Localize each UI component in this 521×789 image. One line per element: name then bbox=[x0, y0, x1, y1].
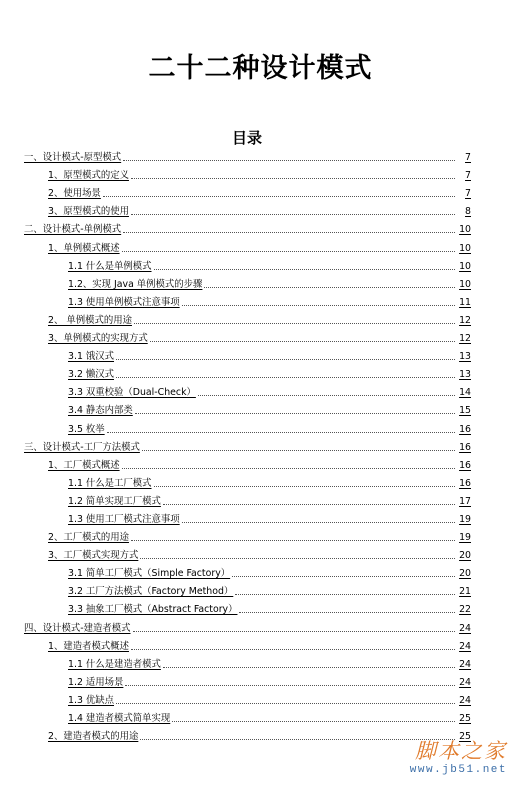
toc-entry-title[interactable]: 1、建造者模式概述 bbox=[48, 640, 129, 652]
toc-dot-leader bbox=[131, 649, 455, 650]
toc-entry[interactable] bbox=[0, 148, 521, 166]
toc-entry[interactable] bbox=[0, 618, 521, 636]
toc-entry[interactable] bbox=[0, 691, 521, 709]
toc-page-number[interactable]: 22 bbox=[459, 604, 471, 616]
toc-entry-title[interactable]: 3.3 抽象工厂模式（Abstract Factory） bbox=[68, 604, 238, 616]
toc-entry-title[interactable]: 1.2、实现 Java 单例模式的步骤 bbox=[68, 278, 203, 290]
toc-entry-title[interactable]: 三、设计模式-工厂方法模式 bbox=[24, 441, 140, 453]
toc-entry-title[interactable]: 2、使用场景 bbox=[48, 188, 101, 200]
toc-dot-leader bbox=[150, 341, 455, 342]
toc-dot-leader bbox=[140, 558, 455, 559]
toc-dot-leader bbox=[154, 486, 455, 487]
toc-page-number[interactable]: 14 bbox=[459, 387, 471, 399]
toc-entry-title[interactable]: 1.3 使用单例模式注意事项 bbox=[68, 296, 180, 308]
toc-page-number[interactable]: 25 bbox=[459, 731, 471, 743]
toc-page-number[interactable]: 16 bbox=[459, 459, 471, 471]
toc-entry[interactable] bbox=[0, 220, 521, 238]
toc-dot-leader bbox=[125, 685, 455, 686]
toc-entry-title[interactable]: 2、建造者模式的用途 bbox=[48, 731, 139, 743]
toc-entry[interactable] bbox=[0, 546, 521, 564]
toc-page-number[interactable]: 17 bbox=[459, 495, 471, 507]
toc-page-number[interactable]: 7 bbox=[465, 152, 471, 164]
site-watermark bbox=[382, 739, 507, 777]
toc-entry[interactable] bbox=[0, 582, 521, 600]
toc-page-number[interactable]: 10 bbox=[459, 260, 471, 272]
toc-page-number[interactable]: 24 bbox=[459, 694, 471, 706]
toc-page-number[interactable]: 8 bbox=[465, 206, 471, 218]
toc-dot-leader bbox=[235, 594, 455, 595]
toc-page-number[interactable]: 16 bbox=[459, 423, 471, 435]
toc-page-number[interactable]: 12 bbox=[459, 333, 471, 345]
toc-page-number[interactable]: 7 bbox=[465, 170, 471, 182]
toc-entry-title[interactable]: 1.1 什么是工厂模式 bbox=[68, 477, 152, 489]
toc-entry[interactable] bbox=[0, 311, 521, 329]
toc-page-number[interactable]: 20 bbox=[459, 550, 471, 562]
toc-entry[interactable] bbox=[0, 637, 521, 655]
toc-dot-leader bbox=[182, 305, 455, 306]
toc-dot-leader bbox=[116, 359, 455, 360]
toc-entry[interactable] bbox=[0, 510, 521, 528]
toc-entry-title[interactable]: 3.5 枚举 bbox=[68, 423, 105, 435]
toc-entry-title[interactable]: 1、工厂模式概述 bbox=[48, 459, 120, 471]
toc-dot-leader bbox=[198, 395, 455, 396]
toc-entry-title[interactable]: 3.4 静态内部类 bbox=[68, 405, 133, 417]
toc-dot-leader bbox=[154, 269, 455, 270]
toc-dot-leader bbox=[204, 287, 455, 288]
toc-page-number[interactable]: 20 bbox=[459, 568, 471, 580]
toc-dot-leader bbox=[163, 504, 455, 505]
toc-dot-leader bbox=[232, 576, 455, 577]
toc-entry[interactable] bbox=[0, 564, 521, 582]
toc-dot-leader bbox=[107, 432, 455, 433]
toc-page-number[interactable]: 7 bbox=[465, 188, 471, 200]
toc-entry[interactable] bbox=[0, 275, 521, 293]
toc-dot-leader bbox=[239, 612, 455, 613]
toc-entry-title[interactable]: 1.3 优缺点 bbox=[68, 694, 115, 706]
toc-dot-leader bbox=[142, 450, 455, 451]
toc-entry[interactable] bbox=[0, 329, 521, 347]
toc-dot-leader bbox=[172, 721, 455, 722]
toc-entry-title[interactable]: 3.1 简单工厂模式（Simple Factory） bbox=[68, 568, 231, 580]
toc-entry-title[interactable]: 1.3 使用工厂模式注意事项 bbox=[68, 513, 180, 525]
toc-entry[interactable] bbox=[0, 438, 521, 456]
toc-page-number[interactable]: 24 bbox=[459, 640, 471, 652]
toc-entry[interactable] bbox=[0, 293, 521, 311]
table-of-contents bbox=[0, 148, 521, 745]
toc-dot-leader bbox=[182, 522, 455, 523]
toc-entry-title[interactable]: 一、设计模式-原型模式 bbox=[24, 152, 122, 164]
toc-entry[interactable] bbox=[0, 184, 521, 202]
toc-heading: 目录 bbox=[231, 129, 262, 147]
toc-dot-leader bbox=[123, 232, 455, 233]
toc-page-number[interactable]: 11 bbox=[459, 296, 471, 308]
toc-entry-title[interactable]: 3、工厂模式实现方式 bbox=[48, 550, 139, 562]
toc-page-number[interactable]: 13 bbox=[459, 351, 471, 363]
toc-entry-title[interactable]: 1.1 什么是单例模式 bbox=[68, 260, 152, 272]
toc-entry-title[interactable]: 2、工厂模式的用途 bbox=[48, 532, 129, 544]
toc-page-number[interactable]: 15 bbox=[459, 405, 471, 417]
toc-dot-leader bbox=[131, 214, 455, 215]
toc-page-number[interactable]: 24 bbox=[459, 676, 471, 688]
toc-entry[interactable] bbox=[0, 383, 521, 401]
watermark-site-name: 脚本之家 bbox=[415, 739, 507, 763]
toc-entry[interactable] bbox=[0, 202, 521, 220]
toc-entry[interactable] bbox=[0, 365, 521, 383]
toc-dot-leader bbox=[135, 413, 455, 414]
toc-entry[interactable] bbox=[0, 709, 521, 727]
toc-entry-title[interactable]: 3、单例模式的实现方式 bbox=[48, 333, 148, 345]
document-title: 二十二种设计模式 bbox=[148, 53, 373, 84]
toc-entry[interactable] bbox=[0, 401, 521, 419]
toc-dot-leader bbox=[131, 540, 455, 541]
toc-entry[interactable] bbox=[0, 456, 521, 474]
toc-entry-title[interactable]: 1.2 适用场景 bbox=[68, 676, 124, 688]
toc-page-number[interactable]: 24 bbox=[459, 658, 471, 670]
toc-entry-title[interactable]: 二、设计模式-单例模式 bbox=[24, 224, 122, 236]
toc-dot-leader bbox=[133, 631, 455, 632]
toc-dot-leader bbox=[163, 667, 455, 668]
toc-entry[interactable] bbox=[0, 673, 521, 691]
toc-entry[interactable] bbox=[0, 492, 521, 510]
watermark-site-url: www.jb51.net bbox=[409, 764, 507, 776]
toc-entry-title[interactable]: 1.4 建造者模式简单实现 bbox=[68, 713, 171, 724]
toc-page-number[interactable]: 19 bbox=[459, 513, 471, 525]
toc-entry-title[interactable]: 3.1 饿汉式 bbox=[68, 351, 115, 363]
toc-entry[interactable] bbox=[0, 655, 521, 673]
toc-page-number[interactable]: 25 bbox=[459, 713, 471, 724]
toc-page-number[interactable]: 10 bbox=[459, 242, 471, 254]
toc-dot-leader bbox=[103, 196, 455, 197]
toc-entry[interactable] bbox=[0, 528, 521, 546]
toc-dot-leader bbox=[122, 468, 455, 469]
toc-entry-title[interactable]: 3、原型模式的使用 bbox=[48, 206, 129, 218]
toc-entry-title[interactable]: 3.3 双重校验（Dual-Check） bbox=[68, 387, 196, 399]
toc-dot-leader bbox=[122, 251, 455, 252]
toc-page-number[interactable]: 10 bbox=[459, 224, 471, 236]
toc-dot-leader bbox=[123, 160, 455, 161]
toc-entry-title[interactable]: 3.2 工厂方法模式（Factory Method） bbox=[68, 586, 234, 598]
toc-entry-title[interactable]: 3.2 懒汉式 bbox=[68, 369, 115, 381]
toc-entry-title[interactable]: 1.1 什么是建造者模式 bbox=[68, 658, 161, 670]
toc-entry-title[interactable]: 1、原型模式的定义 bbox=[48, 170, 129, 182]
toc-entry[interactable] bbox=[0, 347, 521, 365]
toc-dot-leader bbox=[131, 178, 455, 179]
toc-entry[interactable] bbox=[0, 600, 521, 618]
toc-entry[interactable] bbox=[0, 419, 521, 437]
toc-entry[interactable] bbox=[0, 238, 521, 256]
toc-page-number[interactable]: 21 bbox=[459, 586, 471, 598]
toc-entry-title[interactable]: 1.2 简单实现工厂模式 bbox=[68, 495, 161, 507]
toc-entry-title[interactable]: 1、单例模式概述 bbox=[48, 242, 120, 254]
toc-page-number[interactable]: 16 bbox=[459, 477, 471, 489]
toc-page-number[interactable]: 10 bbox=[459, 278, 471, 290]
toc-entry-title[interactable]: 2、 单例模式的用途 bbox=[48, 314, 132, 326]
toc-entry[interactable] bbox=[0, 474, 521, 492]
toc-page-number[interactable]: 12 bbox=[459, 314, 471, 326]
toc-entry-title[interactable]: 四、设计模式-建造者模式 bbox=[24, 622, 131, 634]
toc-dot-leader bbox=[134, 323, 455, 324]
toc-entry[interactable] bbox=[0, 166, 521, 184]
toc-page-number[interactable]: 24 bbox=[459, 622, 471, 634]
toc-dot-leader bbox=[116, 703, 455, 704]
toc-page-number[interactable]: 16 bbox=[459, 441, 471, 453]
toc-entry[interactable] bbox=[0, 257, 521, 275]
toc-dot-leader bbox=[116, 377, 455, 378]
toc-page-number[interactable]: 13 bbox=[459, 369, 471, 381]
toc-page-number[interactable]: 19 bbox=[459, 532, 471, 544]
